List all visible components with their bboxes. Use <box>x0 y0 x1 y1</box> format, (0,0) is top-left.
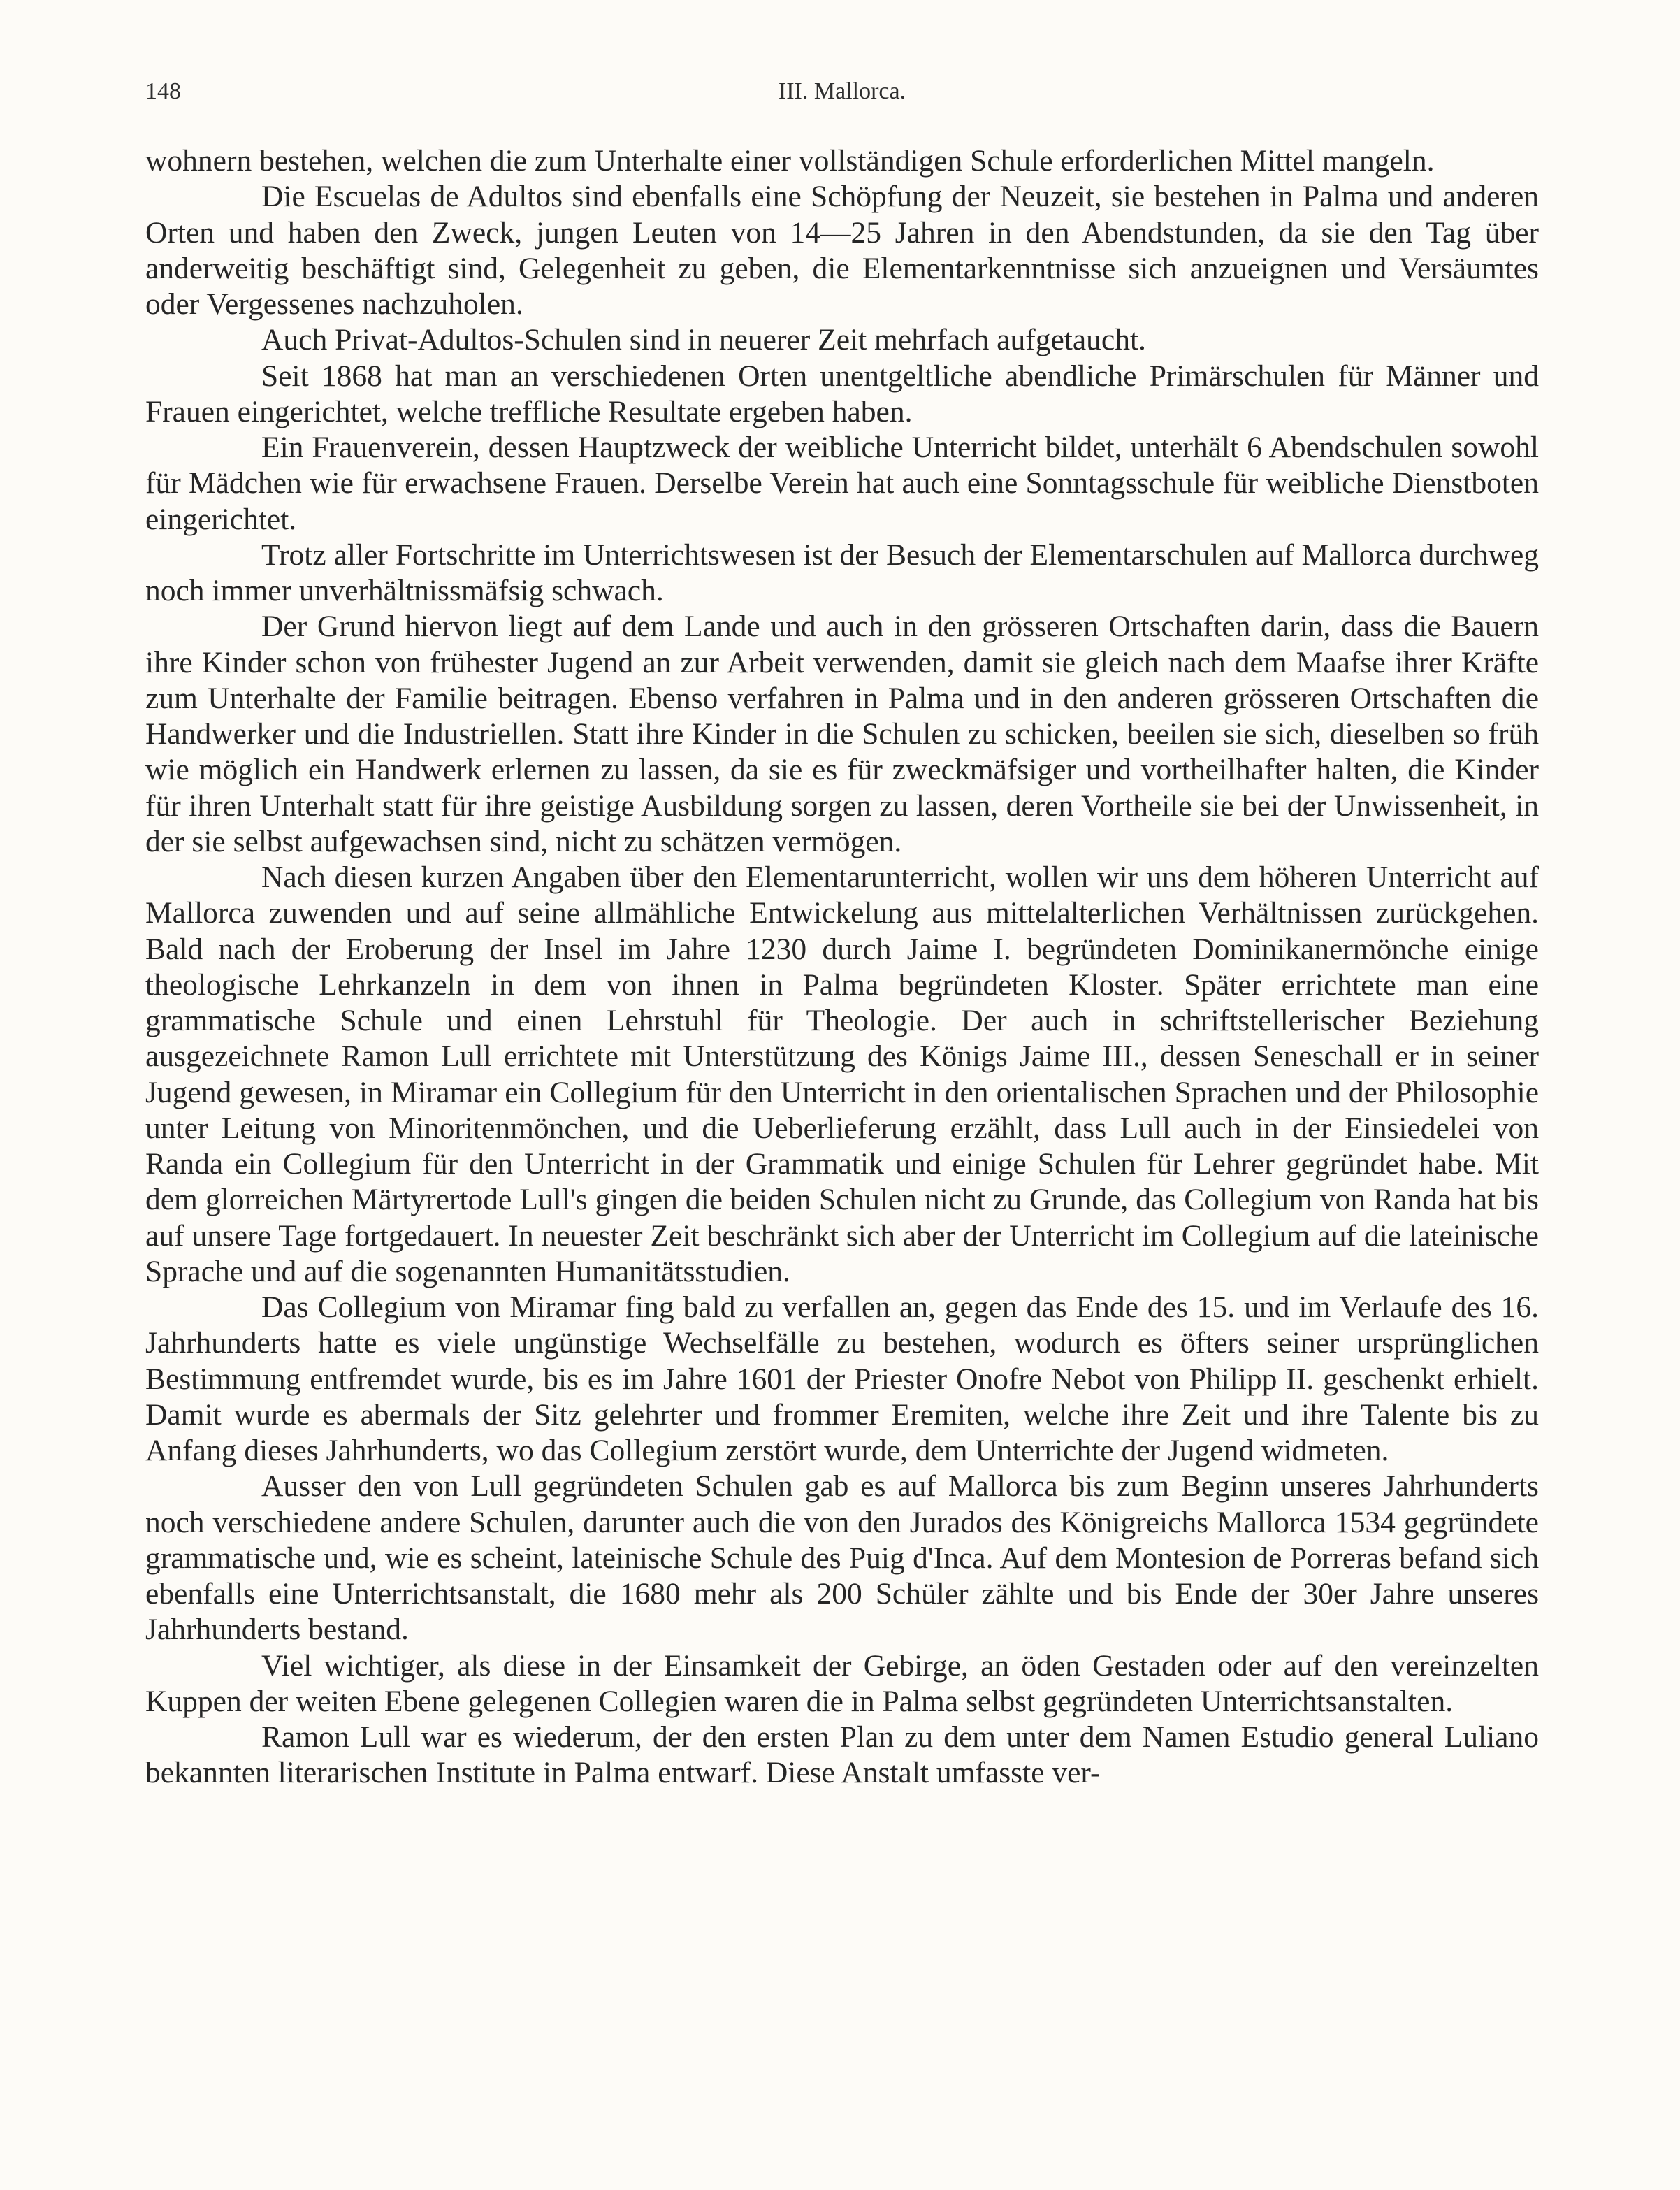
paragraph: Auch Privat-Adultos-Schulen sind in neuerer Zeit mehrfach aufgetaucht. <box>261 323 1146 357</box>
paragraph: Der Grund hiervon liegt auf dem Lande und auch in den grösseren Ortschaften darin, dass die Bauern ihre Kinder schon von frühester Jugend an zur Arbeit verwenden, damit sie gleich nach dem Maafse ihrer Kräfte zum Unterhalte der Familie beitragen. Ebenso verfahren in Palma und in den anderen grösseren Ortschaften die Handwerker und die Industriellen. Statt ihre Kinder in die Schulen zu schicken, beeilen sie sich, dieselben so früh wie möglich ein Handwerk erlernen zu lassen, da sie es für zweckmäfsiger und vortheilhafter halten, die Kinder für ihren Unterhalt statt für ihre geistige Ausbildung sorgen zu lassen, deren Vortheile sie bei der Unwissenheit, in der sie selbst aufgewachsen sind, nicht zu schätzen vermögen. <box>145 610 1539 858</box>
page-number: 148 <box>145 78 181 104</box>
body-text <box>145 143 1539 1792</box>
paragraph: Die Escuelas de Adultos sind ebenfalls eine Schöpfung der Neuzeit, sie bestehen in Palma und anderen Orten und haben den Zweck, jungen Leuten von 14—25 Jahren in den Abendstunden, da sie den Tag über anderweitig beschäftigt sind, Gelegenheit zu geben, die Elementarkenntnisse sich anzueignen und Versäumtes oder Vergessenes nachzuholen. <box>145 180 1539 321</box>
paragraph: Ein Frauenverein, dessen Hauptzweck der weibliche Unterricht bildet, unterhält 6 Abendschulen sowohl für Mädchen wie für erwachsene Frauen. Derselbe Verein hat auch eine Sonntagsschule für weibliche Dienstboten eingerichtet. <box>145 431 1539 536</box>
paragraph: Viel wichtiger, als diese in der Einsamkeit der Gebirge, an öden Gestaden oder auf den vereinzelten Kuppen der weiten Ebene gelegenen Collegien waren die in Palma selbst gegründeten Unterrichtsanstalten. <box>145 1648 1539 1718</box>
paragraph: Nach diesen kurzen Angaben über den Elementarunterricht, wollen wir uns dem höheren Unterricht auf Mallorca zuwenden und auf seine allmähliche Entwickelung aus mittelalterlichen Verhältnissen zurückgehen. Bald nach der Eroberung der Insel im Jahre 1230 durch Jaime I. begründeten Dominikanermönche einige theologische Lehrkanzeln in dem von ihnen in Palma begründeten Kloster. Später errichtete man eine grammatische Schule und einen Lehrstuhl für Theologie. Der auch in schriftstellerischer Beziehung ausgezeichnete Ramon Lull errichtete mit Unterstützung des Königs Jaime III., dessen Seneschall er in seiner Jugend gewesen, in Miramar ein Collegium für den Unterricht in den orientalischen Sprachen und der Philosophie unter Leitung von Minoritenmönchen, und die Ueberlieferung erzählt, dass Lull auch in der Einsiedelei von Randa ein Collegium für den Unterricht in der Grammatik und einige Schulen für Lehrer gegründet habe. Mit dem glorreichen Märtyrertode Lull's gingen die beiden Schulen nicht zu Grunde, das Collegium von Randa hat bis auf unsere Tage fortgedauert. In neuester Zeit beschränkt sich aber der Unterricht im Collegium auf die lateinische Sprache und auf die sogenannten Humanitätsstudien. <box>145 860 1539 1288</box>
paragraph: Seit 1868 hat man an verschiedenen Orten unentgeltliche abendliche Primärschulen für Männer und Frauen eingerichtet, welche treffliche Resultate ergeben haben. <box>145 359 1539 428</box>
running-title: III. Mallorca. <box>778 78 906 104</box>
paragraph: Ramon Lull war es wiederum, der den ersten Plan zu dem unter dem Namen Estudio general Luliano bekannten literarischen Institute in Palma entwarf. Diese Anstalt umfasste ver- <box>145 1720 1539 1790</box>
paragraph: Das Collegium von Miramar fing bald zu verfallen an, gegen das Ende des 15. und im Verlaufe des 16. Jahrhunderts hatte es viele ungünstige Wechselfälle zu bestehen, wodurch es öfters seiner ursprünglichen Bestimmung entfremdet wurde, bis es im Jahre 1601 der Priester Onofre Nebot von Philipp II. geschenkt erhielt. Damit wurde es abermals der Sitz gelehrter und frommer Eremiten, welche ihre Zeit und ihre Talente bis zu Anfang dieses Jahrhunderts, wo das Collegium zerstört wurde, dem Unterrichte der Jugend widmeten. <box>145 1290 1539 1467</box>
page-header <box>145 78 1539 120</box>
paragraph: Trotz aller Fortschritte im Unterrichtswesen ist der Besuch der Elementarschulen auf Mallorca durchweg noch immer unverhältnissmäfsig schwach. <box>145 538 1539 607</box>
paragraph: wohnern bestehen, welchen die zum Unterhalte einer vollständigen Schule erforderlichen Mittel mangeln. <box>145 144 1435 178</box>
paragraph: Ausser den von Lull gegründeten Schulen gab es auf Mallorca bis zum Beginn unseres Jahrhunderts noch verschiedene andere Schulen, darunter auch die von den Jurados des Königreichs Mallorca 1534 gegründete grammatische und, wie es scheint, lateinische Schule des Puig d'Inca. Auf dem Montesion de Porreras befand sich ebenfalls eine Unterrichtsanstalt, die 1680 mehr als 200 Schüler zählte und bis Ende der 30er Jahre unseres Jahrhunderts bestand. <box>145 1469 1539 1647</box>
